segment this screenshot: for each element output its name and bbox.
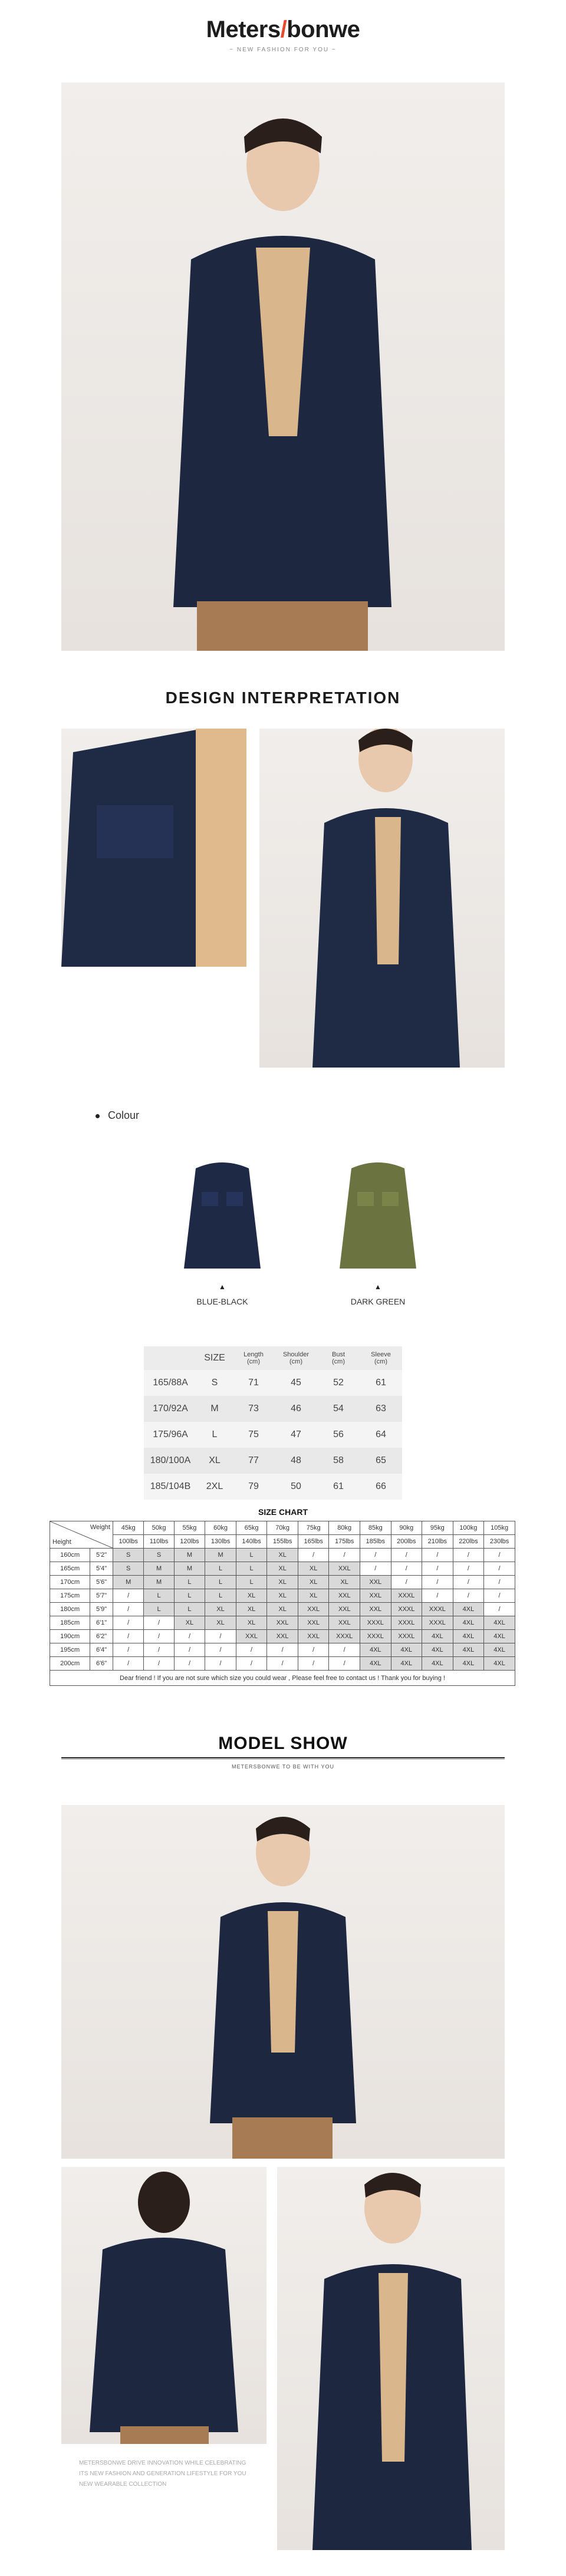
size-chart-cell: / [113,1603,144,1616]
size-table-cell: 61 [360,1370,402,1396]
size-chart-cell: XXL [236,1630,267,1643]
weight-kg-row [50,1521,515,1535]
size-chart-cell: / [298,1657,329,1671]
size-chart-cell: M [144,1562,174,1576]
size-table-cell: 170/92A [144,1396,197,1422]
size-chart-cell: / [329,1643,360,1657]
size-table-cell: 165/88A [144,1370,197,1396]
size-chart-cell: / [453,1562,484,1576]
size-chart-cell: / [113,1643,144,1657]
size-chart-cell: XL [298,1562,329,1576]
size-chart-row [50,1616,515,1630]
height-ft-cell: 6'4" [90,1643,113,1657]
size-chart-cell: 4XL [453,1657,484,1671]
detail-photo-pocket [61,729,246,967]
size-chart-cell: XXXL [329,1630,360,1643]
weight-lbs-cell: 185lbs [360,1535,391,1549]
size-chart-cell: XXL [298,1630,329,1643]
model-divider-thin [61,1759,505,1760]
size-chart-cell: XL [329,1576,360,1589]
size-table-cell: 52 [317,1370,360,1396]
height-ft-cell: 5'6" [90,1576,113,1589]
size-chart-cell: XXXL [422,1603,453,1616]
size-table-cell: 47 [275,1422,317,1448]
size-chart-row [50,1603,515,1616]
height-ft-cell: 5'4" [90,1562,113,1576]
size-chart [50,1521,515,1686]
size-table-cell: 77 [232,1448,275,1474]
footnote-text: METERSBONWE DRIVE INNOVATION WHILE CELEBRATING ITS NEW FASHION AND GENERATION LIFESTYLE FOR YOU NEW WEARABLE COLLECTION [79,2460,246,2488]
size-chart-cell: / [391,1549,422,1562]
weight-lbs-row [50,1535,515,1549]
size-chart-cell: / [298,1643,329,1657]
brand-tagline: ~ NEW FASHION FOR YOU ~ [229,47,337,53]
height-cm-cell: 160cm [50,1549,90,1562]
size-chart-cell: / [144,1616,174,1630]
size-chart-cell: 4XL [484,1643,515,1657]
size-chart-cell: / [174,1630,205,1643]
weight-kg-cell: 105kg [484,1521,515,1535]
size-chart-cell: 4XL [391,1657,422,1671]
size-chart-cell: / [484,1576,515,1589]
weight-lbs-cell: 120lbs [174,1535,205,1549]
size-chart-cell: XXXL [360,1630,391,1643]
weight-kg-cell: 100kg [453,1521,484,1535]
height-cm-cell: 195cm [50,1643,90,1657]
weight-lbs-cell: 155lbs [267,1535,298,1549]
detail-photo-front [259,729,505,1068]
size-table-cell: S [197,1370,232,1396]
size-chart-cell: S [144,1549,174,1562]
weight-kg-cell: 50kg [144,1521,174,1535]
size-chart-cell: / [267,1643,298,1657]
size-table-row [144,1396,402,1422]
size-chart-cell: M [205,1549,236,1562]
size-chart-cell: / [422,1576,453,1589]
model-show-title: MODEL SHOW [218,1734,348,1753]
size-chart-cell: XXL [329,1603,360,1616]
size-table-cell: 175/96A [144,1422,197,1448]
size-chart-cell: / [391,1562,422,1576]
colour-caption-dark-green: ▲ DARK GREEN [319,1283,437,1306]
size-chart-cell: L [236,1576,267,1589]
size-chart-cell: XXXL [422,1616,453,1630]
size-chart-cell: XXL [329,1589,360,1603]
size-chart-cell: XXL [360,1603,391,1616]
size-chart-cell: L [174,1589,205,1603]
colour-label: Colour [96,1109,139,1122]
size-chart-cell: / [144,1630,174,1643]
weight-lbs-cell: 130lbs [205,1535,236,1549]
size-chart-cell: 4XL [360,1643,391,1657]
weight-kg-cell: 75kg [298,1521,329,1535]
size-chart-cell: / [422,1562,453,1576]
height-ft-cell: 5'7" [90,1589,113,1603]
height-ft-cell: 6'1" [90,1616,113,1630]
pointer-triangle-icon: ▲ [219,1283,226,1291]
size-chart-cell: M [174,1549,205,1562]
size-chart-cell: / [329,1657,360,1671]
size-chart-cell: L [144,1603,174,1616]
size-chart-cell: / [298,1549,329,1562]
size-chart-cell: / [174,1657,205,1671]
size-chart-cell: 4XL [453,1603,484,1616]
size-header: SIZE [197,1346,232,1370]
size-chart-cell: M [113,1576,144,1589]
size-chart-cell: / [144,1643,174,1657]
colour-caption-blue-black: ▲ BLUE-BLACK [163,1283,281,1306]
size-chart-cell: XL [205,1616,236,1630]
size-table-cell: M [197,1396,232,1422]
size-table [144,1346,402,1500]
size-chart-cell: / [113,1630,144,1643]
hero-photo [61,83,505,651]
size-chart-cell: M [174,1562,205,1576]
weight-lbs-cell: 175lbs [329,1535,360,1549]
size-table-cell: 73 [232,1396,275,1422]
size-chart-cell: / [144,1657,174,1671]
brand-logo: Meters/bonwe [206,17,360,42]
size-chart-cell: / [205,1630,236,1643]
model-photo-back [61,2167,266,2444]
size-chart-cell: XXL [267,1630,298,1643]
size-chart-cell: XL [267,1562,298,1576]
size-chart-note: Dear friend ! If you are not sure which size you could wear , Please feel free to contact us ! Thank you for buying ! [50,1671,515,1686]
size-chart-cell: L [174,1603,205,1616]
weight-kg-cell: 70kg [267,1521,298,1535]
weight-kg-cell: 95kg [422,1521,453,1535]
size-chart-cell: / [113,1589,144,1603]
size-chart-cell: / [267,1657,298,1671]
size-chart-cell: / [422,1589,453,1603]
design-interpretation-title: DESIGN INTERPRETATION [165,689,401,707]
size-chart-row [50,1643,515,1657]
height-ft-cell: 6'2" [90,1630,113,1643]
size-table-row [144,1422,402,1448]
size-chart-cell: L [144,1589,174,1603]
size-chart-row [50,1562,515,1576]
height-cm-cell: 180cm [50,1603,90,1616]
size-chart-cell: 4XL [360,1657,391,1671]
size-table-cell: 61 [317,1474,360,1500]
pointer-triangle-icon: ▲ [374,1283,381,1291]
height-ft-cell: 5'2" [90,1549,113,1562]
weight-lbs-cell: 210lbs [422,1535,453,1549]
size-chart-cell: / [113,1657,144,1671]
size-chart-cell: / [329,1549,360,1562]
size-chart-cell: L [174,1576,205,1589]
height-cm-cell: 165cm [50,1562,90,1576]
size-chart-cell: / [453,1549,484,1562]
size-table-row [144,1370,402,1396]
model-photo-front [61,1805,505,2159]
weight-lbs-cell: 140lbs [236,1535,267,1549]
weight-height-corner: Weight Height [50,1521,113,1549]
size-table-cell: 185/104B [144,1474,197,1500]
size-chart-cell: XL [174,1616,205,1630]
colour-swatch-dark-green[interactable] [334,1157,422,1274]
size-chart-cell: XL [298,1576,329,1589]
size-chart-cell: XL [236,1603,267,1616]
size-chart-cell: S [113,1549,144,1562]
size-chart-cell: 4XL [422,1630,453,1643]
size-table-cell: 79 [232,1474,275,1500]
size-chart-cell: / [484,1603,515,1616]
size-chart-cell: XL [236,1589,267,1603]
size-chart-cell: XXXL [360,1616,391,1630]
size-chart-cell: / [422,1549,453,1562]
size-chart-cell: L [236,1562,267,1576]
size-chart-row [50,1576,515,1589]
model-photo-closeup [277,2167,505,2550]
size-chart-cell: XXL [329,1616,360,1630]
size-chart-cell: XL [205,1603,236,1616]
weight-lbs-cell: 165lbs [298,1535,329,1549]
size-table-cell: L [197,1422,232,1448]
weight-lbs-cell: 230lbs [484,1535,515,1549]
size-chart-cell: 4XL [422,1643,453,1657]
size-chart-cell: 4XL [422,1657,453,1671]
size-chart-cell: XXL [329,1562,360,1576]
weight-lbs-cell: 110lbs [144,1535,174,1549]
size-table-cell: 56 [317,1422,360,1448]
size-chart-cell: XL [267,1576,298,1589]
size-chart-cell: 4XL [391,1643,422,1657]
size-chart-cell: XL [267,1603,298,1616]
size-chart-cell: / [484,1549,515,1562]
size-table-cell: 2XL [197,1474,232,1500]
weight-lbs-cell: 220lbs [453,1535,484,1549]
size-chart-cell: / [360,1549,391,1562]
size-chart-row [50,1549,515,1562]
size-chart-cell: / [391,1576,422,1589]
size-chart-cell: / [236,1643,267,1657]
size-chart-cell: / [484,1562,515,1576]
weight-kg-cell: 65kg [236,1521,267,1535]
weight-lbs-cell: 200lbs [391,1535,422,1549]
size-chart-cell: 4XL [484,1616,515,1630]
size-chart-cell: XXXL [391,1589,422,1603]
size-table-row [144,1474,402,1500]
size-chart-cell: XXL [360,1589,391,1603]
size-chart-cell: XL [267,1549,298,1562]
size-table-cell: 46 [275,1396,317,1422]
size-table-cell: 180/100A [144,1448,197,1474]
size-table-cell: 50 [275,1474,317,1500]
weight-lbs-cell: 100lbs [113,1535,144,1549]
size-chart-cell: 4XL [453,1630,484,1643]
size-table-cell: XL [197,1448,232,1474]
weight-kg-cell: 90kg [391,1521,422,1535]
weight-kg-cell: 55kg [174,1521,205,1535]
size-chart-cell: / [360,1562,391,1576]
size-chart-cell: L [236,1549,267,1562]
height-ft-cell: 6'6" [90,1657,113,1671]
size-table-cell: 75 [232,1422,275,1448]
size-chart-cell: 4XL [453,1616,484,1630]
height-cm-cell: 200cm [50,1657,90,1671]
model-show-subtitle: METERSBONWE TO BE WITH YOU [231,1764,335,1770]
colour-swatch-blue-black[interactable] [178,1157,266,1274]
size-table-row [144,1448,402,1474]
size-chart-cell: 4XL [484,1630,515,1643]
size-chart-cell: / [174,1643,205,1657]
size-chart-cell: L [205,1589,236,1603]
size-chart-cell: XXL [267,1616,298,1630]
size-table-header: SIZE Length (cm) Shoulder (cm) Bust (cm) Sleeve (cm) [144,1346,402,1370]
size-chart-cell: XL [298,1589,329,1603]
weight-kg-cell: 45kg [113,1521,144,1535]
size-chart-cell: XL [267,1589,298,1603]
weight-kg-cell: 60kg [205,1521,236,1535]
size-chart-cell: XL [236,1616,267,1630]
size-chart-cell: L [205,1562,236,1576]
size-table-cell: 58 [317,1448,360,1474]
size-chart-cell: / [453,1589,484,1603]
size-chart-cell: S [113,1562,144,1576]
model-divider [61,1757,505,1758]
size-chart-cell: / [453,1576,484,1589]
height-cm-cell: 175cm [50,1589,90,1603]
size-table-cell: 48 [275,1448,317,1474]
size-chart-cell: / [205,1643,236,1657]
size-chart-cell: XXXL [391,1630,422,1643]
height-cm-cell: 185cm [50,1616,90,1630]
size-table-cell: 64 [360,1422,402,1448]
size-table-cell: 65 [360,1448,402,1474]
size-chart-cell: XXXL [391,1603,422,1616]
size-chart-cell: XXL [298,1616,329,1630]
size-table-cell: 45 [275,1370,317,1396]
size-chart-row [50,1630,515,1643]
size-chart-cell: XXL [298,1603,329,1616]
size-table-cell: 63 [360,1396,402,1422]
size-chart-cell: XXL [360,1576,391,1589]
size-chart-row [50,1657,515,1671]
size-table-cell: 54 [317,1396,360,1422]
size-chart-cell: / [113,1616,144,1630]
size-table-cell: 71 [232,1370,275,1396]
size-chart-cell: 4XL [484,1657,515,1671]
size-chart-cell: / [205,1657,236,1671]
size-chart-cell: 4XL [453,1643,484,1657]
size-chart-cell: M [144,1576,174,1589]
size-chart-row [50,1589,515,1603]
brand-header [0,17,566,53]
size-chart-cell: XXXL [391,1616,422,1630]
size-chart-cell: / [236,1657,267,1671]
size-chart-cell: L [205,1576,236,1589]
size-chart-cell: / [484,1589,515,1603]
weight-kg-cell: 85kg [360,1521,391,1535]
height-cm-cell: 170cm [50,1576,90,1589]
size-table-cell: 66 [360,1474,402,1500]
height-ft-cell: 5'9" [90,1603,113,1616]
size-chart-title: SIZE CHART [258,1507,308,1517]
height-cm-cell: 190cm [50,1630,90,1643]
weight-kg-cell: 80kg [329,1521,360,1535]
